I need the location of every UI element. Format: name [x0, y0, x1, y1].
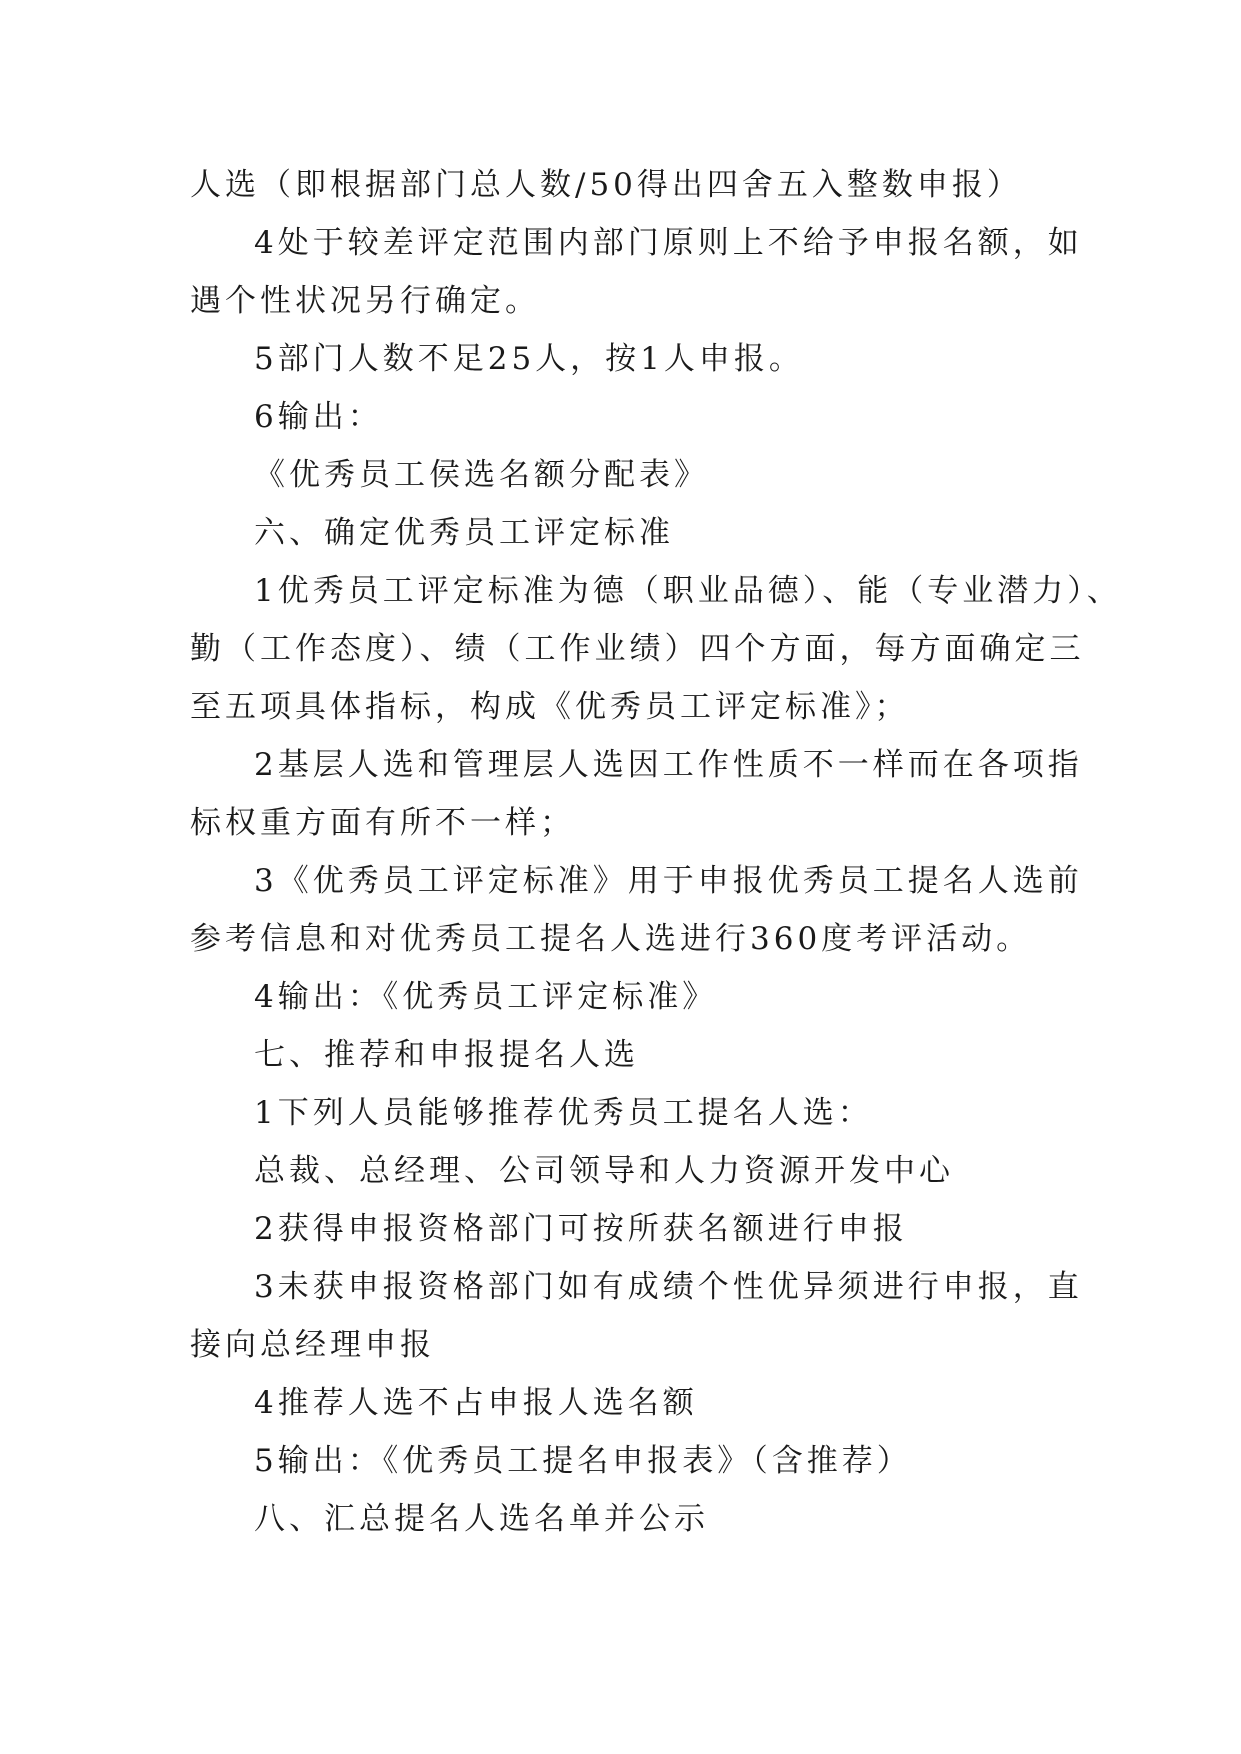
text-line: 参考信息和对优秀员工提名人选进行360度考评活动。 [190, 921, 1032, 957]
text-line: 4输出：《优秀员工评定标准》 [254, 979, 718, 1015]
text-line: 1下列人员能够推荐优秀员工提名人选： [254, 1095, 873, 1131]
text-line: 4推荐人选不占申报人选名额 [254, 1385, 698, 1421]
text-line: 《优秀员工侯选名额分配表》 [254, 457, 709, 493]
text-line: 2获得申报资格部门可按所获名额进行申报 [254, 1211, 908, 1247]
text-line: 6输出： [254, 399, 383, 435]
text-line: 5输出：《优秀员工提名申报表》（含推荐） [254, 1443, 912, 1479]
section-heading: 八、汇总提名人选名单并公示 [254, 1501, 709, 1537]
text-line: 3未获申报资格部门如有成绩个性优异须进行申报，直 [254, 1269, 1083, 1305]
text-line: 勤（工作态度）、绩（工作业绩）四个方面，每方面确定三 [190, 631, 1085, 667]
text-line: 遇个性状况另行确定。 [190, 283, 540, 319]
text-line: 至五项具体指标，构成《优秀员工评定标准》； [190, 689, 910, 725]
text-line: 人选（即根据部门总人数/50得出四舍五入整数申报） [190, 167, 1022, 203]
text-line: 标权重方面有所不一样； [190, 805, 575, 841]
text-line: 总裁、总经理、公司领导和人力资源开发中心 [254, 1153, 954, 1189]
text-line: 接向总经理申报 [190, 1327, 435, 1363]
section-heading: 六、确定优秀员工评定标准 [254, 515, 674, 551]
text-line: 3《优秀员工评定标准》用于申报优秀员工提名人选前 [254, 863, 1083, 899]
section-heading: 七、推荐和申报提名人选 [254, 1037, 639, 1073]
text-line: 5部门人数不足25人，按1人申报。 [254, 341, 804, 377]
text-line: 4处于较差评定范围内部门原则上不给予申报名额，如 [254, 225, 1083, 261]
text-line: 2基层人选和管理层人选因工作性质不一样而在各项指 [254, 747, 1083, 783]
text-line: 1优秀员工评定标准为德（职业品德）、能（专业潜力）、 [254, 573, 1122, 609]
